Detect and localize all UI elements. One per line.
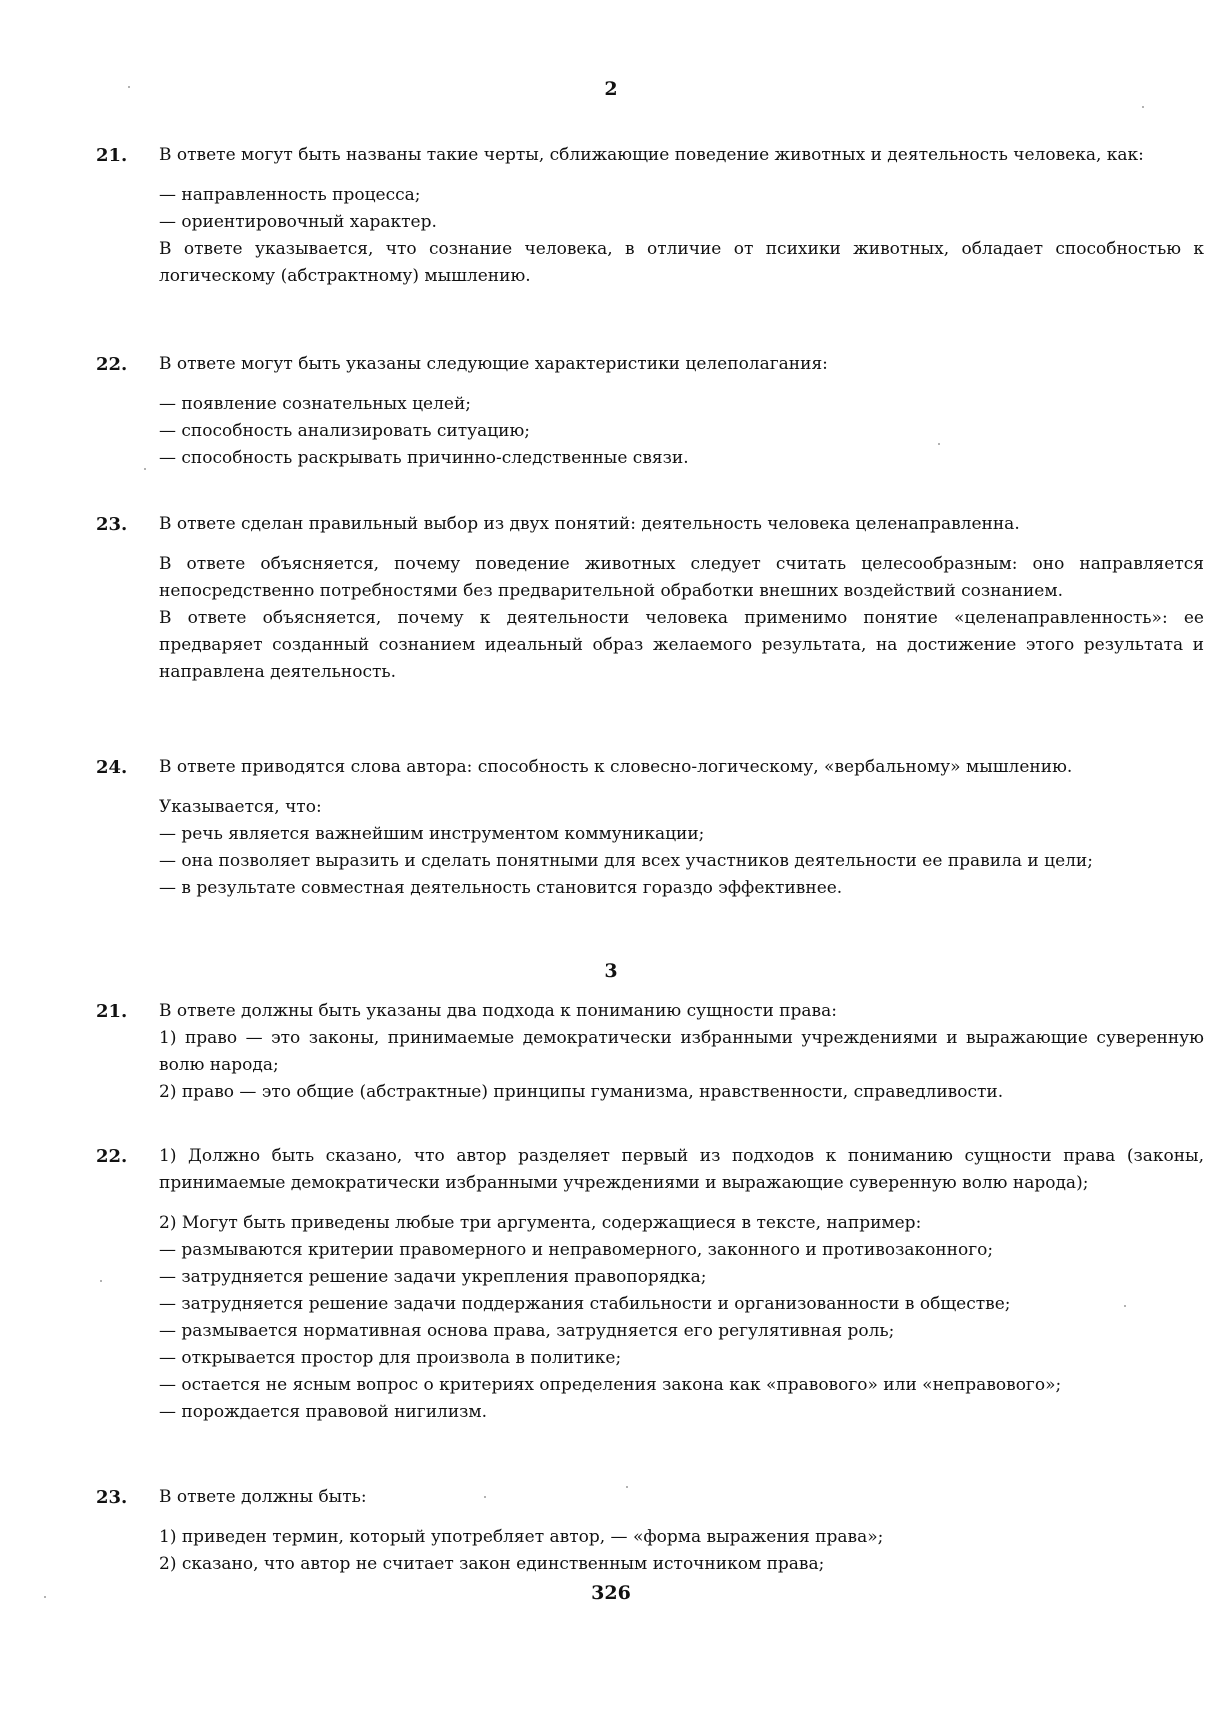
answer-line: 1) Должно быть сказано, что автор разделяет первый из подходов к пониманию сущности права (законы, принимаемые демократически избранными учреждениями и выражающие суверенную волю народа); xyxy=(159,1146,1204,1193)
answer-line: — в результате совместная деятельность становится гораздо эффективнее. xyxy=(159,878,843,898)
answer-line: В ответе могут быть указаны следующие характеристики целеполагания: xyxy=(159,354,828,374)
answer-line: — размываются критерии правомерного и неправомерного, законного и противозаконного; xyxy=(159,1240,994,1260)
answer-line: В ответе приводятся слова автора: способность к словесно-логическому, «вербальному» мышлению. xyxy=(159,757,1073,777)
item-number: 24. xyxy=(96,757,128,778)
answer-line: В ответе объясняется, почему к деятельности человека применимо понятие «целенаправленность»: ее предваряет созданный сознанием идеальный образ желаемого результата, на достижение этого результата и направлена деятельность. xyxy=(159,608,1204,682)
answer-line: — она позволяет выразить и сделать понятными для всех участников деятельности ее правила и цели; xyxy=(159,851,1093,871)
answer-line: — способность раскрывать причинно-следственные связи. xyxy=(159,448,689,468)
scan-speck xyxy=(484,1496,486,1498)
scan-speck xyxy=(44,1596,46,1598)
item-number: 22. xyxy=(96,354,128,375)
answer-line: В ответе объясняется, почему поведение животных следует считать целесообразным: оно направляется непосредственно потребностями без предварительной обработки внешних воздействий сознанием. xyxy=(159,554,1204,601)
answer-line: Указывается, что: xyxy=(159,797,322,817)
answer-line: В ответе должны быть указаны два подхода к пониманию сущности права: xyxy=(159,1001,837,1021)
item-number: 21. xyxy=(96,1001,128,1022)
answer-line: В ответе указывается, что сознание человека, в отличие от психики животных, обладает способностью к логическому (абстрактному) мышлению. xyxy=(159,239,1204,286)
page-number: 326 xyxy=(591,1582,631,1604)
answer-line: — речь является важнейшим инструментом коммуникации; xyxy=(159,824,705,844)
answer-line: В ответе могут быть названы такие черты, сближающие поведение животных и деятельность человека, как: xyxy=(159,145,1144,165)
answer-line: — остается не ясным вопрос о критериях определения закона как «правового» или «неправового»; xyxy=(159,1375,1062,1395)
scan-speck xyxy=(128,86,130,88)
item-number: 23. xyxy=(96,514,128,535)
answer-line: 2) Могут быть приведены любые три аргумента, содержащиеся в тексте, например: xyxy=(159,1213,922,1233)
item-number: 21. xyxy=(96,145,128,166)
answer-line: В ответе сделан правильный выбор из двух понятий: деятельность человека целенаправленна. xyxy=(159,514,1020,534)
answer-line: — способность анализировать ситуацию; xyxy=(159,421,531,441)
answer-line: — появление сознательных целей; xyxy=(159,394,472,414)
answer-line: 2) право — это общие (абстрактные) принципы гуманизма, нравственности, справедливости. xyxy=(159,1082,1004,1102)
answer-line: — направленность процесса; xyxy=(159,185,421,205)
answer-line: — порождается правовой нигилизм. xyxy=(159,1402,488,1422)
answer-line: — размывается нормативная основа права, затрудняется его регулятивная роль; xyxy=(159,1321,895,1341)
scan-speck xyxy=(1124,1305,1126,1307)
section-number: 3 xyxy=(604,960,618,982)
scan-speck xyxy=(938,443,940,445)
section-number: 2 xyxy=(604,78,618,100)
answer-line: — ориентировочный характер. xyxy=(159,212,437,232)
answer-line: В ответе должны быть: xyxy=(159,1487,367,1507)
scan-speck xyxy=(100,1280,102,1282)
answer-line: — открывается простор для произвола в политике; xyxy=(159,1348,622,1368)
answer-line: 1) право — это законы, принимаемые демократически избранными учреждениями и выражающие суверенную волю народа; xyxy=(159,1028,1204,1075)
answer-line: 2) сказано, что автор не считает закон единственным источником права; xyxy=(159,1554,825,1574)
answer-line: 1) приведен термин, который употребляет автор, — «форма выражения права»; xyxy=(159,1527,884,1547)
scan-speck xyxy=(626,1486,628,1488)
item-number: 22. xyxy=(96,1146,128,1167)
item-number: 23. xyxy=(96,1487,128,1508)
scan-speck xyxy=(144,468,146,470)
answer-line: — затрудняется решение задачи поддержания стабильности и организованности в обществе; xyxy=(159,1294,1011,1314)
answer-line: — затрудняется решение задачи укрепления правопорядка; xyxy=(159,1267,707,1287)
scan-speck xyxy=(1142,106,1144,108)
